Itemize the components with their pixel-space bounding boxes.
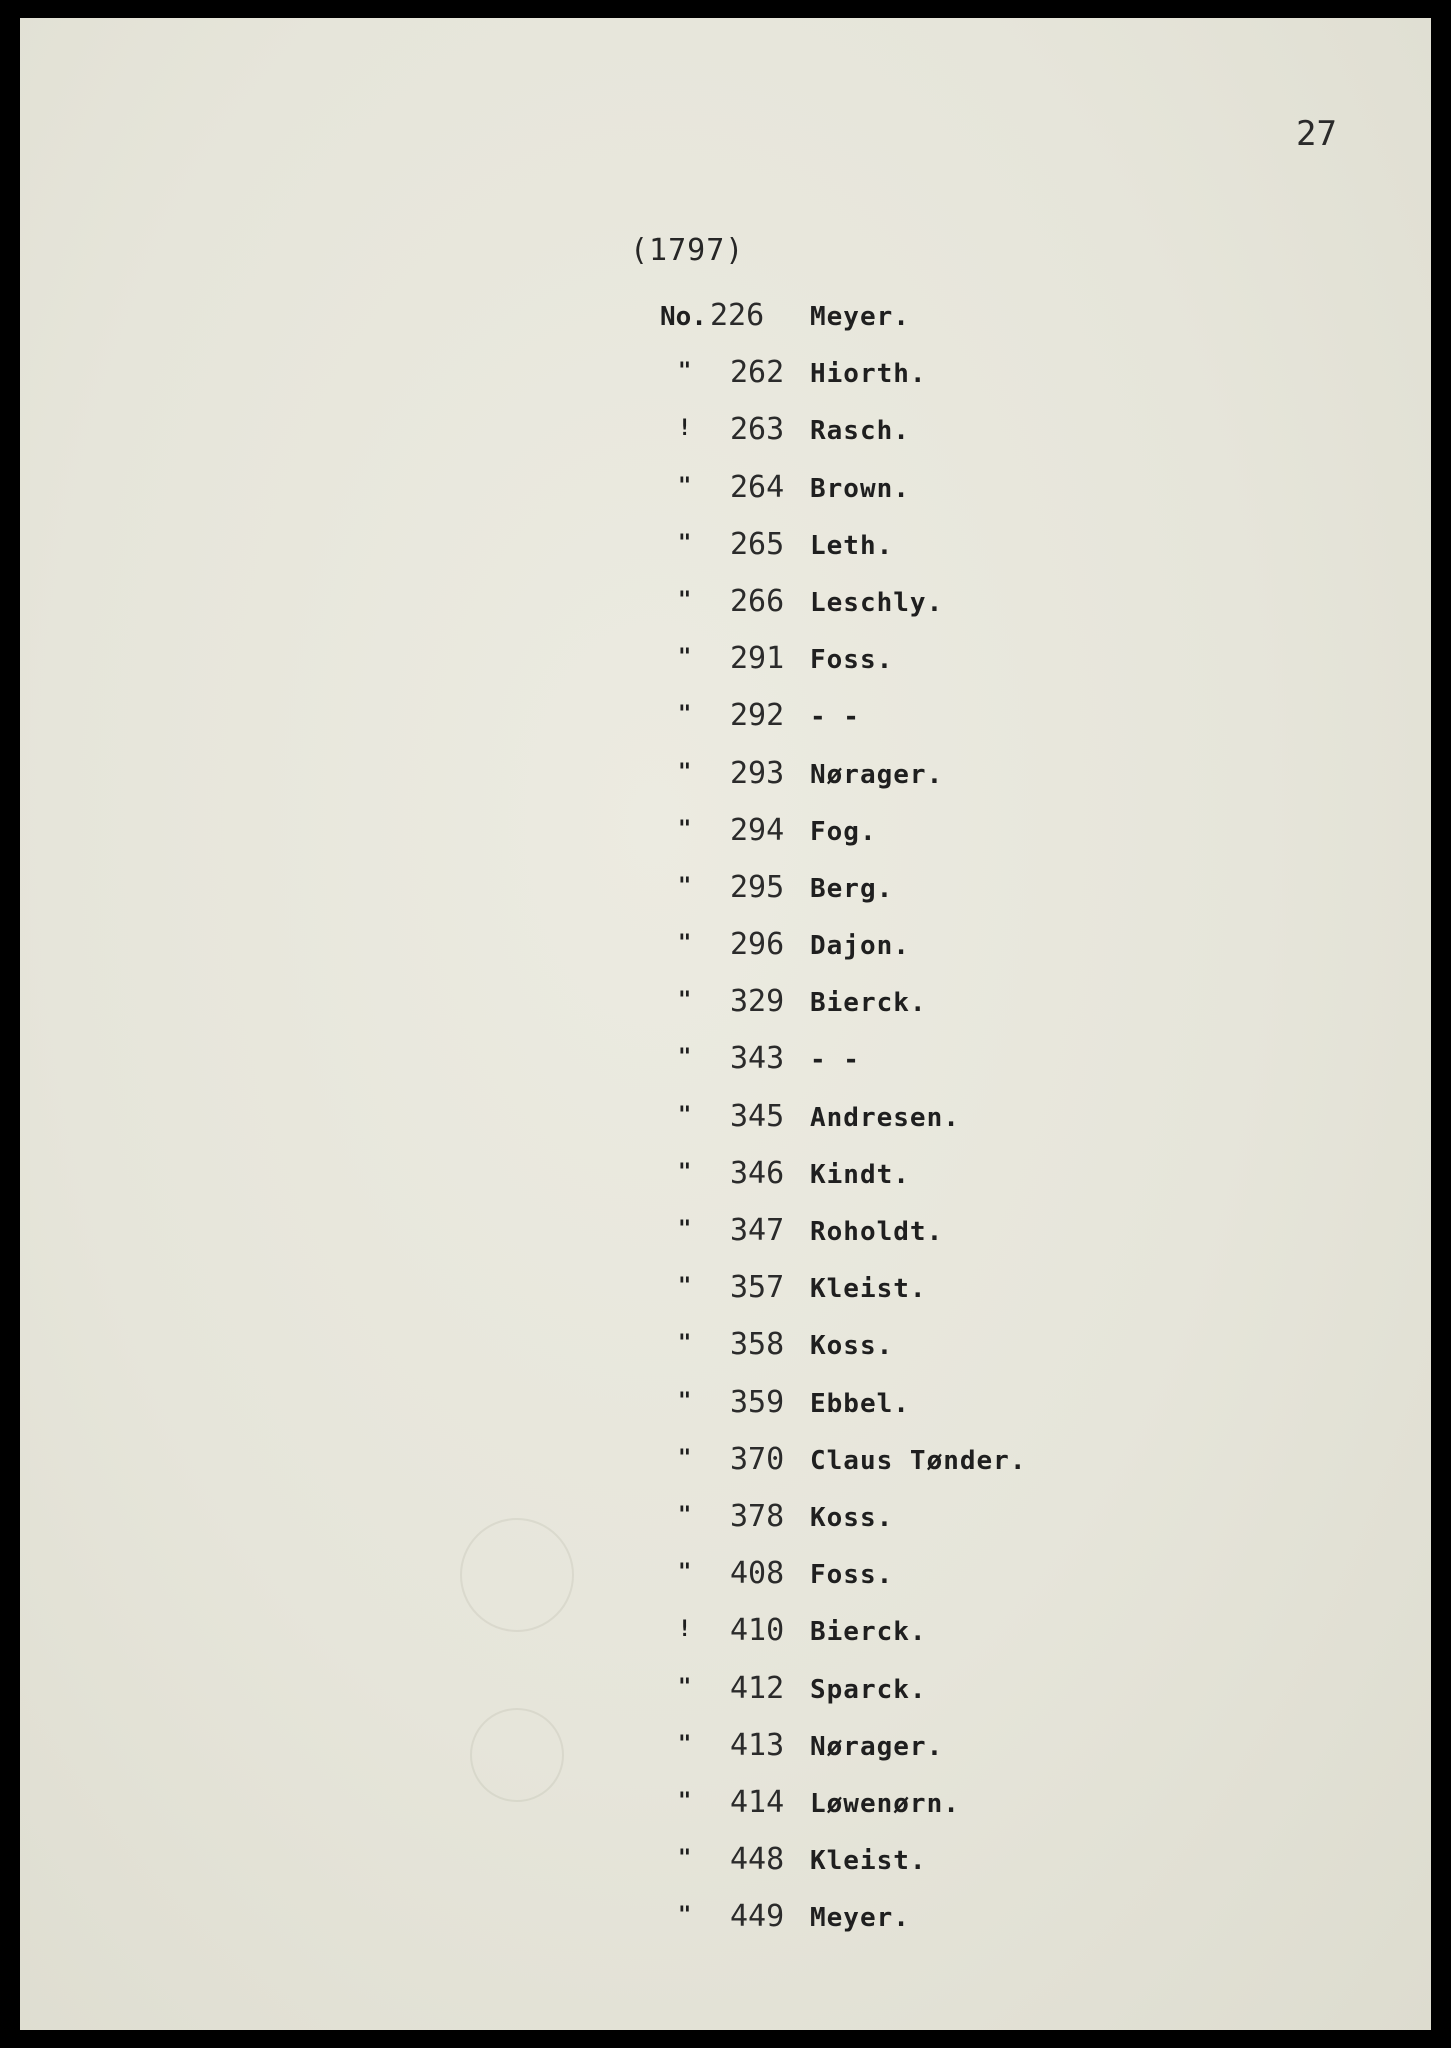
ditto-mark: " bbox=[678, 1788, 692, 1814]
ditto-mark: " bbox=[678, 988, 692, 1014]
list-item bbox=[660, 1728, 1360, 1785]
list-item bbox=[660, 1213, 1360, 1270]
list-item bbox=[660, 1499, 1360, 1556]
entry-name: Foss. bbox=[810, 1560, 894, 1591]
entry-name: Roholdt. bbox=[810, 1217, 944, 1247]
entry-name: Hiorth. bbox=[810, 359, 927, 390]
entry-name: - - bbox=[810, 1045, 860, 1076]
ditto-mark: " bbox=[678, 1217, 692, 1242]
entry-name: Andresen. bbox=[810, 1102, 960, 1133]
entry-number: 266 bbox=[730, 583, 785, 619]
entry-number: 294 bbox=[730, 812, 785, 848]
ditto-mark: " bbox=[678, 1903, 692, 1929]
entry-number: 449 bbox=[730, 1899, 785, 1935]
list-item bbox=[660, 1385, 1360, 1442]
list-item bbox=[660, 1613, 1360, 1670]
entry-number: 291 bbox=[730, 641, 785, 677]
entry-number: 296 bbox=[730, 927, 785, 963]
list-item bbox=[660, 412, 1360, 469]
entry-number: 413 bbox=[730, 1727, 785, 1763]
list-item bbox=[660, 1041, 1360, 1098]
entry-number: 264 bbox=[730, 469, 785, 505]
list-item bbox=[660, 1099, 1360, 1156]
ditto-mark: " bbox=[678, 1674, 692, 1700]
entry-name: Koss. bbox=[810, 1502, 894, 1533]
list-item bbox=[660, 1842, 1360, 1899]
number-prefix: No. bbox=[660, 302, 707, 332]
ditto-mark: " bbox=[678, 1560, 692, 1586]
entry-number: 262 bbox=[730, 355, 785, 391]
ditto-mark: " bbox=[678, 816, 692, 842]
list-item bbox=[660, 1327, 1360, 1384]
ditto-mark: " bbox=[678, 1045, 692, 1071]
list-item bbox=[660, 470, 1360, 527]
entry-number: 370 bbox=[730, 1441, 785, 1477]
ditto-mark: " bbox=[678, 359, 692, 385]
entry-name: Berg. bbox=[810, 873, 894, 904]
entry-number: 408 bbox=[730, 1556, 785, 1592]
entry-name: Løwenørn. bbox=[810, 1788, 960, 1819]
list-item bbox=[660, 355, 1360, 412]
ditto-mark: ! bbox=[678, 1617, 692, 1643]
entry-number: 292 bbox=[730, 698, 785, 734]
entry-name: Kindt. bbox=[810, 1159, 910, 1190]
ditto-mark: " bbox=[678, 1274, 692, 1300]
entry-name: Dajon. bbox=[810, 931, 910, 962]
entry-number: 293 bbox=[730, 755, 785, 791]
ditto-mark: " bbox=[678, 473, 692, 499]
paper-stain bbox=[460, 1518, 574, 1632]
year-heading: (1797) bbox=[630, 233, 745, 268]
list-item bbox=[660, 1156, 1360, 1213]
list-item bbox=[660, 756, 1360, 813]
entry-name: Leth. bbox=[810, 530, 894, 561]
list-item bbox=[660, 927, 1360, 984]
list-item bbox=[660, 1270, 1360, 1327]
list-item bbox=[660, 870, 1360, 927]
list-item bbox=[660, 527, 1360, 584]
list-item bbox=[660, 641, 1360, 698]
list-item bbox=[660, 813, 1360, 870]
entry-number: 347 bbox=[730, 1213, 785, 1248]
entry-name: Claus Tønder. bbox=[810, 1445, 1027, 1476]
ditto-mark: " bbox=[678, 645, 692, 671]
ditto-mark: " bbox=[678, 759, 692, 785]
list-item bbox=[660, 1899, 1360, 1956]
entry-number: 414 bbox=[730, 1784, 785, 1820]
entry-number: 359 bbox=[730, 1384, 785, 1420]
list-item bbox=[660, 984, 1360, 1041]
ditto-mark: " bbox=[678, 1445, 692, 1471]
list-item bbox=[660, 1442, 1360, 1499]
ditto-mark: " bbox=[678, 1331, 692, 1357]
entry-number: 226 bbox=[710, 298, 765, 333]
list-item bbox=[660, 298, 1360, 355]
entry-name: Koss. bbox=[810, 1331, 894, 1362]
entry-list bbox=[660, 298, 1360, 1956]
entry-name: - - bbox=[810, 702, 860, 733]
ditto-mark: " bbox=[678, 1846, 692, 1872]
entry-name: Rasch. bbox=[810, 416, 910, 447]
entry-number: 412 bbox=[730, 1670, 785, 1706]
entry-number: 358 bbox=[730, 1327, 785, 1363]
entry-name: Ebbel. bbox=[810, 1388, 910, 1419]
ditto-mark: " bbox=[678, 873, 692, 899]
ditto-mark: ! bbox=[678, 416, 692, 442]
entry-name: Kleist. bbox=[810, 1846, 927, 1877]
paper-stain bbox=[470, 1708, 564, 1802]
entry-number: 263 bbox=[730, 412, 785, 448]
ditto-mark: " bbox=[678, 931, 692, 957]
entry-name: Leschly. bbox=[810, 587, 944, 618]
entry-name: Brown. bbox=[810, 473, 910, 504]
list-item bbox=[660, 1785, 1360, 1842]
entry-name: Bierck. bbox=[810, 988, 927, 1019]
entry-name: Kleist. bbox=[810, 1274, 927, 1305]
ditto-mark: " bbox=[678, 1502, 692, 1528]
entry-name: Foss. bbox=[810, 645, 894, 676]
entry-name: Bierck. bbox=[810, 1617, 927, 1648]
entry-number: 346 bbox=[730, 1155, 785, 1191]
entry-number: 448 bbox=[730, 1842, 785, 1878]
entry-name: Sparck. bbox=[810, 1674, 927, 1705]
entry-number: 265 bbox=[730, 526, 785, 562]
entry-name: Nørager. bbox=[810, 759, 944, 790]
ditto-mark: " bbox=[678, 702, 692, 728]
page-number: 27 bbox=[1296, 114, 1337, 154]
ditto-mark: " bbox=[678, 1102, 692, 1128]
ditto-mark: " bbox=[678, 1731, 692, 1757]
ditto-mark: " bbox=[678, 1388, 692, 1414]
entry-name: Meyer. bbox=[810, 1903, 910, 1934]
entry-number: 345 bbox=[730, 1098, 785, 1134]
entry-number: 378 bbox=[730, 1498, 785, 1534]
ditto-mark: " bbox=[678, 530, 692, 556]
ditto-mark: " bbox=[678, 587, 692, 613]
entry-number: 329 bbox=[730, 984, 785, 1020]
entry-number: 410 bbox=[730, 1613, 785, 1649]
document-page bbox=[20, 18, 1431, 2030]
list-item bbox=[660, 698, 1360, 755]
list-item bbox=[660, 1671, 1360, 1728]
entry-name: Meyer. bbox=[810, 302, 910, 332]
entry-number: 295 bbox=[730, 869, 785, 905]
list-item bbox=[660, 1556, 1360, 1613]
entry-name: Fog. bbox=[810, 816, 877, 847]
ditto-mark: " bbox=[678, 1159, 692, 1185]
entry-number: 343 bbox=[730, 1041, 785, 1077]
list-item bbox=[660, 584, 1360, 641]
entry-number: 357 bbox=[730, 1270, 785, 1306]
entry-name: Nørager. bbox=[810, 1731, 944, 1762]
